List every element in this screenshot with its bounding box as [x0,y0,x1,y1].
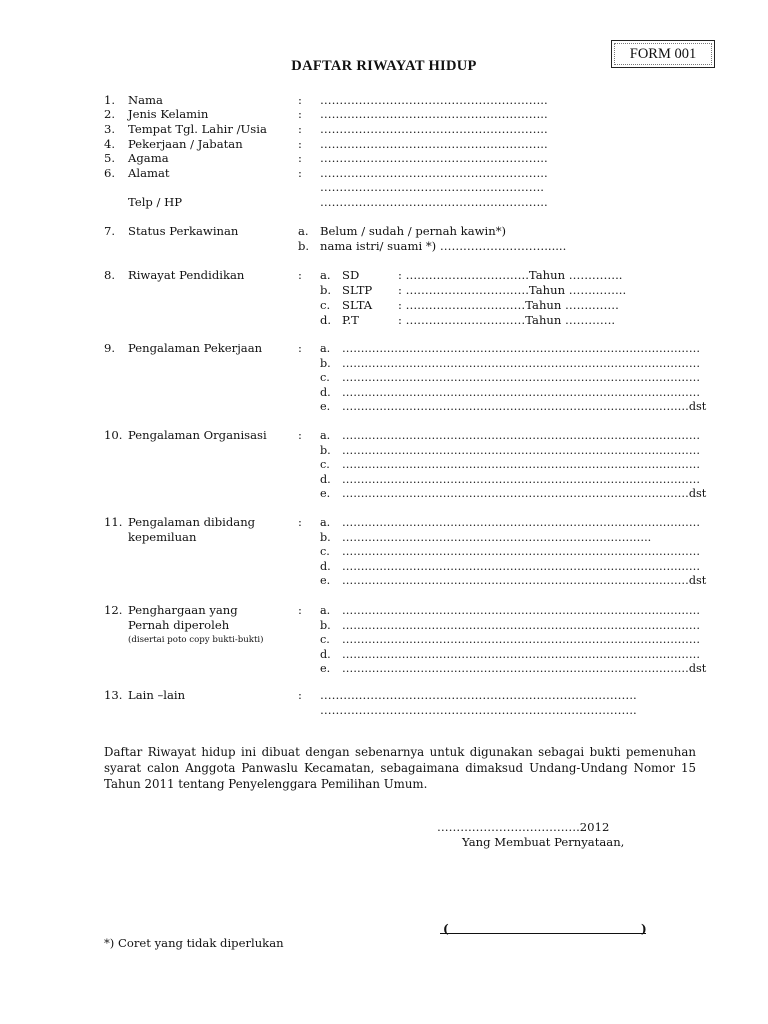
section-colon: : [298,603,302,617]
section-item-letter: c. [320,371,330,384]
pendidikan-dots[interactable]: : …………………….……Tahun …………. [398,313,616,327]
section-item-letter: b. [320,443,331,457]
status-b-letter: b. [298,239,310,253]
section-item-dots[interactable]: …………………………………………………………………………………… [342,633,700,646]
field-dots[interactable]: ………………………………………………….. [320,151,548,165]
pendidikan-level: SLTP [342,283,373,297]
signature-line[interactable] [440,919,646,934]
section-label: Pengalaman Organisasi [128,428,267,442]
telp-label: Telp / HP [128,195,183,209]
footnote: *) Coret yang tidak diperlukan [104,936,284,950]
pendidikan-level: SD [342,268,360,282]
section-item-letter: b. [320,530,331,544]
status-b-text[interactable]: nama istri/ suami *) ………………………...... [320,239,567,253]
section-item-dots[interactable]: …………………………………………………………………………………… [342,458,700,471]
section-item-dots[interactable]: …………………………………………………………………………………… [342,618,700,632]
pendidikan-level: SLTA [342,298,373,312]
section-item-dots[interactable]: …………………………………………………………………………………… [342,516,700,529]
pendidikan-level: P.T [342,313,359,327]
signature-maker-label: Yang Membuat Pernyataan, [462,835,625,849]
field-number: 3. [104,122,116,136]
pendidikan-dots[interactable]: : …………………….……Tahun …….……. [398,298,619,312]
pendidikan-dots[interactable]: : ……………………….….Tahun …….…….. [398,283,627,297]
signature-close-paren: ) [641,922,647,936]
pendidikan-number: 8. [104,268,116,282]
lain-dots-1[interactable]: ………………………………………………………………………. [320,688,637,702]
lain-colon: : [298,688,302,702]
lain-label: Lain –lain [128,688,186,702]
status-a-text[interactable]: Belum / sudah / pernah kawin*) [320,224,507,238]
field-dots[interactable]: ………………………………………………….. [320,107,548,121]
section-item-letter: b. [320,618,331,632]
lain-number: 13. [104,688,123,702]
section-item-letter: c. [320,545,330,558]
section-item-letter: e. [320,487,331,500]
section-item-dots[interactable]: …………………………………………………………………………………dst [342,662,707,675]
section-item-dots[interactable]: …………………………………………………………………………………… [342,371,700,384]
section-label-line2: Pernah diperoleh [128,618,230,632]
field-number: 2. [104,107,116,121]
field-label: Jenis Kelamin [128,107,209,121]
section-item-letter: a. [320,429,331,442]
section-item-dots[interactable]: …………………………………………………………………………………… [342,545,700,558]
pendidikan-letter: b. [320,283,332,297]
section-item-dots[interactable]: …………………………………………………………………………………… [342,647,700,661]
alamat-continuation-dots[interactable]: …………………………………………………. [320,180,544,194]
section-item-letter: d. [320,559,331,573]
form-code: FORM 001 [629,45,697,62]
field-number: 5. [104,151,116,165]
section-item-letter: e. [320,400,331,413]
section-item-dots[interactable]: …………………………………………………………………………………… [342,356,700,370]
field-label: Alamat [128,166,170,180]
section-item-dots[interactable]: …………………………………………………………………………………… [342,443,700,457]
section-number: 12. [104,603,123,617]
field-dots[interactable]: ………………………………………………….. [320,166,548,180]
field-number: 1. [104,93,116,107]
section-item-letter: b. [320,356,331,370]
section-item-letter: e. [320,574,331,587]
section-item-dots[interactable]: …………………………………………………………………………………… [342,429,700,442]
section-colon: : [298,515,302,529]
field-colon: : [298,137,302,151]
field-colon: : [298,151,302,165]
section-item-dots[interactable]: ……………………………………………………………………….. [342,530,652,544]
pendidikan-dots[interactable]: : …………………………..Tahun ………….. [398,268,623,282]
status-number: 7. [104,224,116,238]
section-colon: : [298,341,302,355]
pendidikan-label: Riwayat Pendidikan [128,268,245,282]
signature-date-line[interactable]: ……………………………….2012 [437,820,610,834]
pendidikan-letter: a. [320,268,331,282]
field-colon: : [298,93,302,107]
section-item-dots[interactable]: …………………………………………………………………………………dst [342,400,707,413]
section-item-letter: c. [320,458,330,471]
section-number: 11. [104,515,123,529]
section-item-letter: d. [320,647,331,661]
section-number: 9. [104,341,116,355]
field-label: Nama [128,93,163,107]
field-dots[interactable]: ………………………………………………….. [320,122,548,136]
section-item-letter: e. [320,662,331,675]
section-item-dots[interactable]: …………………………………………………………………………………… [342,472,700,486]
section-item-letter: a. [320,342,331,355]
section-item-letter: c. [320,633,330,646]
pendidikan-letter: d. [320,313,332,327]
field-dots[interactable]: ………………………………………………….. [320,93,548,107]
section-item-letter: d. [320,385,331,399]
field-colon: : [298,122,302,136]
section-item-dots[interactable]: …………………………………………………………………………………… [342,342,700,355]
section-item-dots[interactable]: …………………………………………………………………………………dst [342,487,707,500]
field-dots[interactable]: ………………………………………………….. [320,137,548,151]
section-item-letter: a. [320,516,331,529]
status-label: Status Perkawinan [128,224,239,238]
field-number: 6. [104,166,116,180]
lain-dots-2[interactable]: ………………………………………………………………………. [320,703,637,717]
status-a-letter: a. [298,224,309,238]
pendidikan-colon: : [298,268,302,282]
field-label: Tempat Tgl. Lahir /Usia [128,122,267,136]
section-item-letter: a. [320,604,331,617]
declaration-paragraph: Daftar Riwayat hidup ini dibuat dengan sebenarnya untuk digunakan sebagai bukti pemenuhan syarat calon Anggota Panwaslu Kecamatan, sebagaimana dimaksud Undang-Undang Nomor 15 Tahun 2011 tentang Penyelenggara Pemilihan Umum. [104,745,696,791]
telp-dots[interactable]: ………………………………………………….. [320,195,548,209]
section-label: Pengalaman dibidang [128,515,256,529]
field-colon: : [298,107,302,121]
section-item-dots[interactable]: …………………………………………………………………………………… [342,604,700,617]
section-note: (disertai poto copy bukti-bukti) [128,635,264,645]
section-number: 10. [104,428,123,442]
section-label: Penghargaan yang [128,603,238,617]
section-label: Pengalaman Pekerjaan [128,341,263,355]
field-number: 4. [104,137,116,151]
field-label: Pekerjaan / Jabatan [128,137,243,151]
section-colon: : [298,428,302,442]
field-colon: : [298,166,302,180]
section-item-letter: d. [320,472,331,486]
section-item-dots[interactable]: …………………………………………………………………………………… [342,385,700,399]
pendidikan-letter: c. [320,298,331,312]
section-label-line2: kepemiluan [128,530,197,544]
page-title: DAFTAR RIWAYAT HIDUP [291,58,477,74]
signature-open-paren: ( [443,922,449,936]
section-item-dots[interactable]: …………………………………………………………………………………… [342,559,700,573]
section-item-dots[interactable]: …………………………………………………………………………………dst [342,574,707,587]
field-label: Agama [128,151,169,165]
